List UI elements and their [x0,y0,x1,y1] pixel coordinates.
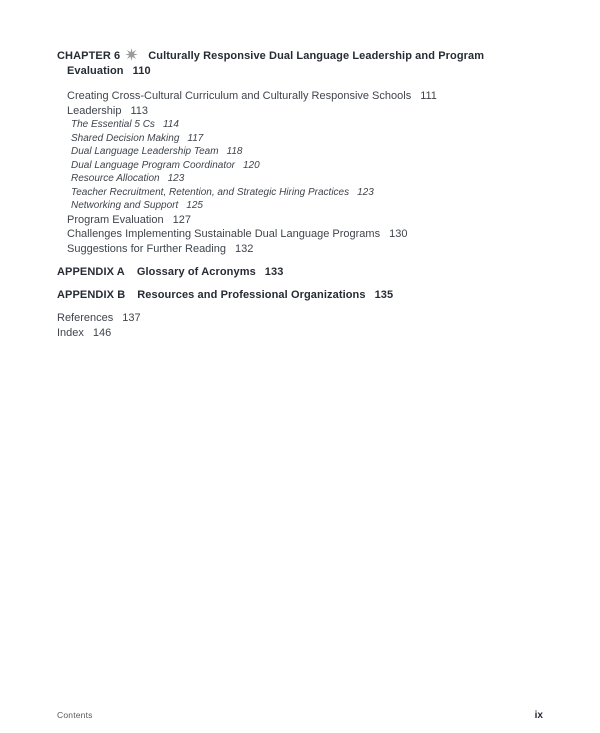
toc-entry [57,213,543,228]
appendix-label: APPENDIX B [57,289,126,301]
toc-entry-page: 113 [130,104,148,117]
toc-entry-page: 123 [167,173,185,184]
footer-section-label: Contents [57,710,93,720]
backmatter-list [57,311,543,341]
appendix-entry [57,265,543,280]
toc-subentry [57,172,543,186]
appendix-label: APPENDIX A [57,266,125,278]
backmatter-entry [57,311,543,326]
backmatter-label: References [57,312,114,324]
appendix-entry [57,288,543,303]
toc-entry-page: 118 [226,146,243,157]
toc-entry [57,104,543,119]
chapter-label: CHAPTER 6 [57,50,121,62]
toc-entry-label: Challenges Implementing Sustainable Dual Language Programs [67,228,381,240]
backmatter-entry [57,326,543,341]
toc-entry-page: 132 [234,242,254,255]
backmatter-page: 137 [122,312,141,324]
toc-entry-label: Leadership [67,104,122,117]
toc-entry-label: Teacher Recruitment, Retention, and Strategic Hiring Practices [71,186,350,198]
chapter-title: Culturally Responsive Dual Language Leadership and Program [148,50,485,62]
toc-entry-label: Creating Cross-Cultural Curriculum and Culturally Responsive Schools [67,90,412,102]
toc-entry-label: Resource Allocation [71,173,160,184]
toc-subentry [57,118,543,132]
toc-subentry [57,186,543,200]
toc-entry-page: 114 [162,119,179,130]
appendix-page: 135 [374,289,394,301]
toc-subentry [57,132,543,146]
toc-entry-label: Suggestions for Further Reading [67,242,226,255]
toc-subentry [57,199,543,213]
appendix-page: 133 [264,266,284,278]
toc-entry-page: 120 [243,159,260,171]
toc-entry-page: 130 [389,228,408,240]
toc-entry-page: 123 [357,186,374,198]
toc-entry-page: 127 [172,213,191,226]
toc-entry-page: 117 [187,132,204,144]
chapter-heading [57,48,543,79]
toc-entry [57,242,543,257]
toc-entry [57,89,543,104]
appendix-title: Glossary of Acronyms [136,266,256,278]
toc-entry [57,227,543,242]
running-footer [57,710,543,721]
toc-entry-page: 125 [186,200,203,211]
toc-subentry [57,159,543,173]
chapter-title-continued: Evaluation [67,65,124,77]
toc-entry-label: The Essential 5 Cs [71,119,155,130]
backmatter-label: Index [57,327,84,339]
page-number: ix [534,710,543,721]
toc-entry-label: Program Evaluation [67,213,164,226]
toc-entry-page: 111 [420,90,437,102]
toc-entry-label: Dual Language Leadership Team [71,146,219,157]
backmatter-page: 146 [92,327,112,339]
toc-entry-label: Shared Decision Making [71,132,180,144]
chapter-entry-list [57,89,543,256]
chapter-page-number: 110 [132,65,151,77]
toc-entry-label: Networking and Support [71,200,179,211]
toc-subentry [57,145,543,159]
appendix-title: Resources and Professional Organizations [137,289,366,301]
table-of-contents [57,48,543,341]
toc-entry-label: Dual Language Program Coordinator [71,159,235,171]
starburst-icon [125,48,138,61]
